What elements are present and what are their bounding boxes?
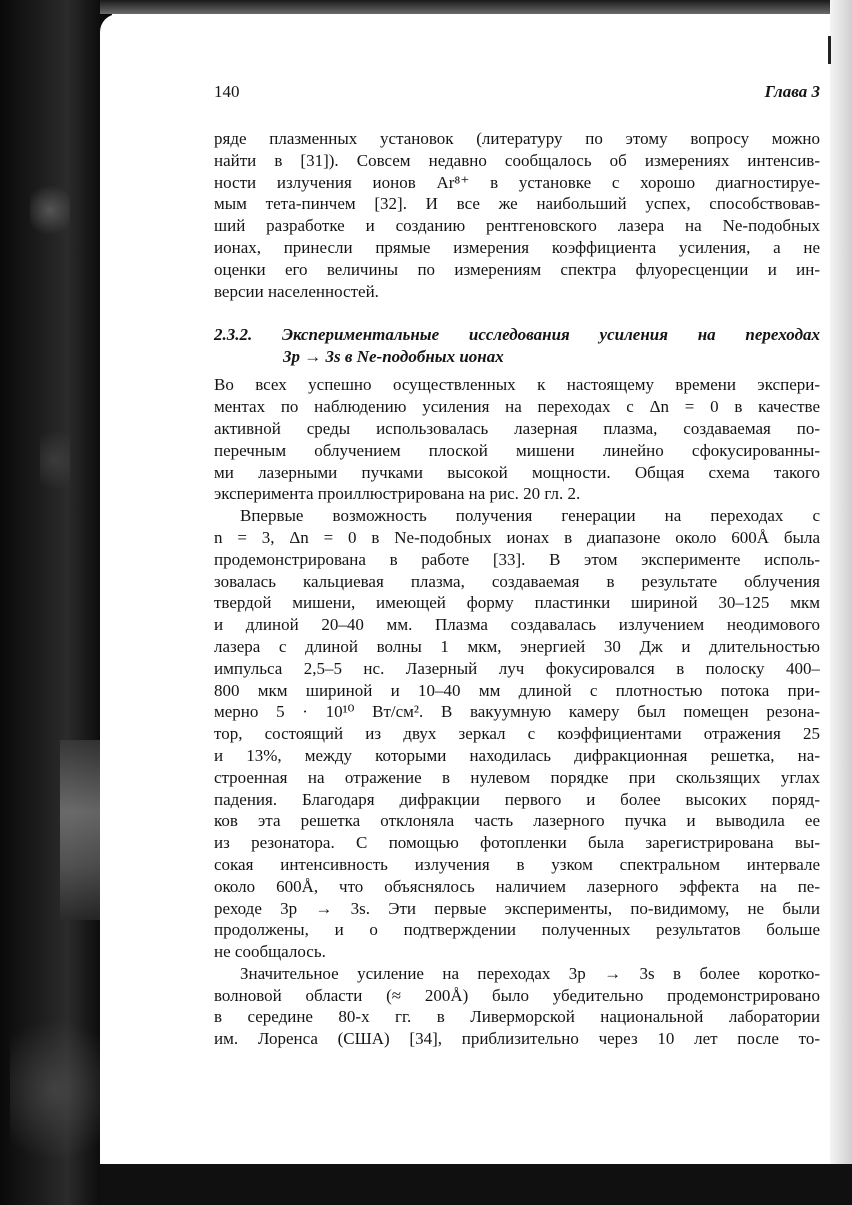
scan-gutter: [0, 0, 112, 1205]
text-line: в середине 80-х гг. в Ливерморской национальной лаборатории: [214, 1007, 820, 1027]
text-line: версии населенностей.: [214, 281, 379, 301]
text-line: продолжены, и о подтверждении полученных результатов больше: [214, 920, 820, 940]
page-body: [214, 128, 820, 1050]
text-line: сокая интенсивность излучения в узком спектральном интервале: [214, 854, 820, 874]
text-line: продемонстрирована в работе [33]. В этом эксперименте исполь-: [214, 549, 820, 569]
text-line: ности излучения ионов Ar⁸⁺ в установке с хорошо диагностируе-: [214, 172, 820, 192]
spacer: [214, 302, 820, 324]
text-line: эксперимента проиллюстрирована на рис. 20 гл. 2.: [214, 484, 581, 504]
text-line: ков эта решетка отклоняла часть лазерного пучка и выводила ее: [214, 811, 820, 831]
text-line: им. Лоренса (США) [34], приблизительно через 10 лет после то-: [214, 1029, 820, 1049]
text-line: активной среды использовалась лазерная плазма, создаваемая по-: [214, 418, 820, 438]
text-line: из резонатора. С помощью фотопленки была зарегистрирована вы-: [214, 833, 820, 853]
text-line: мым тета-пинчем [32]. И все же наибольший успех, способствовав-: [214, 194, 820, 214]
text-line: и 13%, между которыми находилась дифракционная решетка, на-: [214, 745, 820, 765]
scan-noise: [30, 180, 70, 240]
text-line: n = 3, Δn = 0 в Ne-подобных ионах в диапазоне около 600Å была: [214, 527, 820, 547]
scan-top-edge: [100, 0, 852, 14]
scan-right-edge: [830, 0, 852, 1205]
text-line: ментах по наблюдению усиления на переходах с Δn = 0 в качестве: [214, 397, 820, 417]
scan-bottom-edge: [100, 1164, 852, 1205]
chapter-title: Глава 3: [764, 82, 820, 101]
text-line: ший разработке и созданию рентгеновского лазера на Ne-подобных: [214, 216, 820, 236]
text-line: мерно 5 · 10¹⁰ Вт/см². В вакуумную камеру был помещен резона-: [214, 702, 820, 722]
text-line: твердой мишени, имеющей форму пластинки шириной 30–125 мкм: [214, 593, 820, 613]
scan-mark: [828, 36, 831, 64]
text-line: волновой области (≈ 200Å) было убедительно продемонстрировано: [214, 985, 820, 1005]
text-line: Впервые возможность получения генерации на переходах с: [240, 506, 820, 526]
text-line: перечным облучением плоской мишени линейно сфокусированны-: [214, 440, 820, 460]
text-line: реходе 3p → 3s. Эти первые эксперименты, по-видимому, не были: [214, 898, 820, 918]
text-line: найти в [31]). Совсем недавно сообщалось об измерениях интенсив-: [214, 150, 820, 170]
paragraph-4: [214, 963, 820, 1050]
paragraph-1: [214, 128, 820, 302]
text-line: не сообщалось.: [214, 942, 326, 962]
text-line: падения. Благодаря дифракции первого и более высоких поряд-: [214, 789, 820, 809]
text-line: лазера с длиной волны 1 мкм, энергией 30 Дж и длительностью: [214, 636, 820, 656]
text-line: и длиной 20–40 мм. Плазма создавалась излучением неодимового: [214, 615, 820, 635]
text-line: ряде плазменных установок (литературу по этому вопросу можно: [214, 129, 820, 148]
text-line: Во всех успешно осуществленных к настоящему времени экспери-: [214, 375, 820, 395]
text-line: зовалась кальциевая плазма, создаваемая в результате облучения: [214, 571, 820, 591]
page-number: 140: [214, 82, 240, 101]
paragraph-3: [214, 505, 820, 963]
text-line: ми лазерными пучками высокой мощности. Общая схема такого: [214, 462, 820, 482]
text-line: импульса 2,5–5 нс. Лазерный луч фокусировался в полоску 400–: [214, 658, 820, 678]
section-heading-line: 2.3.2. Экспериментальные исследования усиления на переходах: [214, 325, 820, 345]
paragraph-2: [214, 374, 820, 505]
text-line: Значительное усиление на переходах 3p → 3s в более коротко-: [240, 963, 820, 983]
text-line: 800 мкм шириной и 10–40 мм длиной с плотностью потока при-: [214, 680, 820, 700]
text-line: тор, состоящий из двух зеркал с коэффициентами отражения 25: [214, 724, 820, 744]
scan-noise: [40, 420, 70, 500]
text-line: ионах, принесли прямые измерения коэффициента усиления, а не: [214, 237, 820, 257]
text-line: около 600Å, что объяснялось наличием лазерного эффекта на пе-: [214, 876, 820, 896]
running-header: [214, 80, 820, 104]
text-line: строенная на отражение в нулевом порядке при скользящих углах: [214, 767, 820, 787]
section-heading: [214, 324, 820, 368]
scan-noise: [10, 1000, 100, 1180]
section-heading-line: 3p → 3s в Ne-подобных ионах: [283, 347, 504, 367]
text-line: оценки его величины по измерениям спектра флуоресценции и ин-: [214, 259, 820, 279]
